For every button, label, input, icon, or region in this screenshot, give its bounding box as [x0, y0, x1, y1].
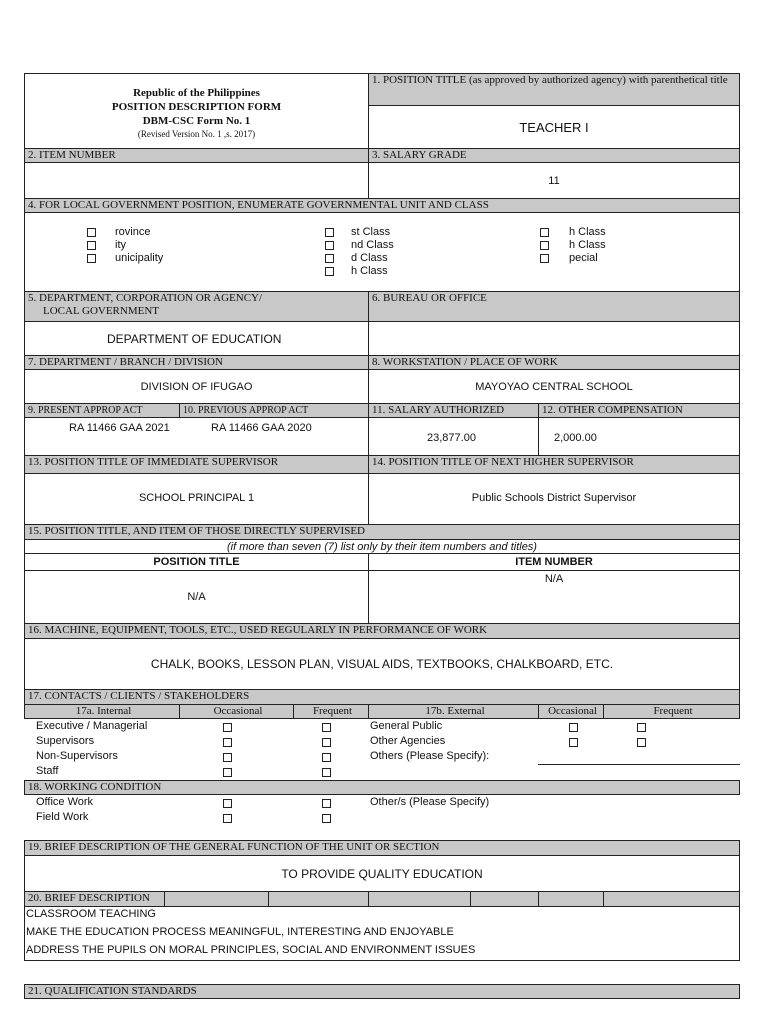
- department-field[interactable]: [24, 321, 369, 356]
- workstation-field[interactable]: [368, 369, 740, 404]
- working-condition-label: 18. WORKING CONDITION: [24, 780, 740, 795]
- brief-description-label: 20. BRIEF DESCRIPTION: [24, 891, 165, 907]
- city-checkbox[interactable]: [87, 241, 96, 250]
- form-name: POSITION DESCRIPTION FORM: [111, 101, 282, 113]
- internal-item: Staff: [36, 765, 59, 777]
- republic-text: Republic of the Philippines: [133, 87, 260, 99]
- next-supervisor-label: 14. POSITION TITLE OF NEXT HIGHER SUPERVISOR: [368, 455, 740, 474]
- supervised-note: (if more than seven (7) list only by their item numbers and titles): [227, 541, 537, 553]
- present-approp-value: RA 11466 GAA 2021: [69, 422, 170, 434]
- external-occasional-checkbox[interactable]: [569, 723, 578, 732]
- office-work-frequent-checkbox[interactable]: [322, 799, 331, 808]
- municipality-checkbox[interactable]: [87, 254, 96, 263]
- third-class-checkbox[interactable]: [325, 254, 334, 263]
- fifth-class-label: h Class: [569, 226, 606, 238]
- item-number-label: 2. ITEM NUMBER: [24, 148, 369, 163]
- brief-description-line: CLASSROOM TEACHING: [26, 908, 156, 920]
- lgu-label: 4. FOR LOCAL GOVERNMENT POSITION, ENUMERATE GOVERNMENTAL UNIT AND CLASS: [24, 198, 740, 213]
- supervised-title-cell[interactable]: [24, 570, 369, 624]
- first-class-checkbox[interactable]: [325, 228, 334, 237]
- next-supervisor-value: Public Schools District Supervisor: [471, 492, 637, 504]
- qualification-label: 21. QUALIFICATION STANDARDS: [24, 984, 740, 999]
- internal-item: Executive / Managerial: [36, 720, 148, 732]
- salary-grade-field[interactable]: [368, 162, 740, 199]
- field-work-occasional-checkbox[interactable]: [223, 814, 232, 823]
- province-label: rovince: [115, 226, 151, 238]
- brief-description-line: MAKE THE EDUCATION PROCESS MEANINGFUL, INTERESTING AND ENJOYABLE: [26, 926, 454, 938]
- municipality-label: unicipality: [115, 252, 164, 264]
- external-frequent-checkbox[interactable]: [637, 723, 646, 732]
- function-label: 19. BRIEF DESCRIPTION OF THE GENERAL FUNCTION OF THE UNIT OR SECTION: [24, 840, 740, 856]
- immediate-supervisor-value: SCHOOL PRINCIPAL 1: [138, 492, 255, 504]
- equipment-value: CHALK, BOOKS, LESSON PLAN, VISUAL AIDS, TEXTBOOKS, CHALKBOARD, ETC.: [150, 657, 614, 671]
- col-item-number: [368, 553, 740, 571]
- col-item-number-label: ITEM NUMBER: [515, 556, 593, 568]
- supervised-note-row: [24, 539, 740, 554]
- salary-grade-label: 3. SALARY GRADE: [368, 148, 740, 163]
- third-class-label: d Class: [351, 252, 388, 264]
- internal-frequent-checkbox[interactable]: [322, 738, 331, 747]
- working-condition-other: Other/s (Please Specify): [370, 796, 490, 808]
- external-occasional-label: Occasional: [538, 704, 604, 719]
- workstation-value: MAYOYAO CENTRAL SCHOOL: [475, 381, 633, 393]
- fourth-class-checkbox[interactable]: [325, 267, 334, 276]
- brief-description-header-cell: [603, 891, 740, 907]
- working-condition-item: Field Work: [36, 811, 89, 823]
- brief-description-line: ADDRESS THE PUPILS ON MORAL PRINCIPLES, SOCIAL AND ENVIRONMENT ISSUES: [26, 944, 476, 956]
- others-specify-line[interactable]: [538, 764, 740, 765]
- branch-field[interactable]: [24, 369, 369, 404]
- brief-description-field[interactable]: [24, 906, 740, 961]
- internal-frequent-checkbox[interactable]: [322, 768, 331, 777]
- special-label: pecial: [569, 252, 598, 264]
- immediate-supervisor-label: 13. POSITION TITLE OF IMMEDIATE SUPERVISOR: [24, 455, 369, 474]
- internal-occasional-label: Occasional: [179, 704, 294, 719]
- salary-authorized-field[interactable]: [368, 417, 539, 456]
- second-class-label: nd Class: [351, 239, 394, 251]
- second-class-checkbox[interactable]: [325, 241, 334, 250]
- province-checkbox[interactable]: [87, 228, 96, 237]
- previous-approp-value: RA 11466 GAA 2020: [211, 422, 312, 434]
- fourth-class-label: h Class: [351, 265, 388, 277]
- present-approp-label: 9. PRESENT APPROP ACT: [24, 403, 180, 418]
- sixth-class-label: h Class: [569, 239, 606, 251]
- salary-authorized-value: 23,877.00: [427, 432, 476, 444]
- brief-description-header-cell: [470, 891, 539, 907]
- department-label: [24, 291, 369, 322]
- internal-occasional-checkbox[interactable]: [223, 723, 232, 732]
- external-item: Others (Please Specify):: [370, 750, 490, 762]
- salary-grade-value: 11: [548, 175, 560, 187]
- fifth-class-checkbox[interactable]: [540, 228, 549, 237]
- position-title-label: 1. POSITION TITLE (as approved by authorized agency) with parenthetical title: [368, 73, 740, 106]
- immediate-supervisor-field[interactable]: [24, 473, 369, 525]
- working-condition-item: Office Work: [36, 796, 94, 808]
- brief-description-header-cell: [368, 891, 471, 907]
- other-comp-label: 12. OTHER COMPENSATION: [538, 403, 740, 418]
- approp-field: [24, 417, 369, 456]
- office-work-occasional-checkbox[interactable]: [223, 799, 232, 808]
- supervised-item-cell[interactable]: [368, 570, 740, 624]
- external-frequent-checkbox[interactable]: [637, 738, 646, 747]
- item-number-field[interactable]: [24, 162, 369, 199]
- first-class-label: st Class: [351, 226, 391, 238]
- internal-occasional-checkbox[interactable]: [223, 738, 232, 747]
- supervised-item-value: N/A: [544, 573, 564, 585]
- internal-occasional-checkbox[interactable]: [223, 768, 232, 777]
- external-occasional-checkbox[interactable]: [569, 738, 578, 747]
- special-checkbox[interactable]: [540, 254, 549, 263]
- internal-item: Non-Supervisors: [36, 750, 118, 762]
- col-position-title: [24, 553, 369, 571]
- bureau-field[interactable]: [368, 321, 740, 356]
- internal-frequent-checkbox[interactable]: [322, 723, 331, 732]
- internal-occasional-checkbox[interactable]: [223, 753, 232, 762]
- internal-frequent-label: Frequent: [293, 704, 369, 719]
- other-comp-field[interactable]: [538, 417, 740, 456]
- internal-col-label: 17a. Internal: [24, 704, 180, 719]
- position-title-field[interactable]: [368, 105, 740, 149]
- equipment-field[interactable]: [24, 638, 740, 690]
- external-item: General Public: [370, 720, 443, 732]
- external-frequent-label: Frequent: [603, 704, 740, 719]
- external-col-label: 17b. External: [368, 704, 539, 719]
- other-comp-value: 2,000.00: [554, 432, 597, 444]
- workstation-label: 8. WORKSTATION / PLACE OF WORK: [368, 355, 740, 370]
- internal-frequent-checkbox[interactable]: [322, 753, 331, 762]
- contacts-label: 17. CONTACTS / CLIENTS / STAKEHOLDERS: [24, 689, 740, 705]
- department-label-line2: LOCAL GOVERNMENT: [43, 305, 159, 317]
- function-field[interactable]: [24, 855, 740, 892]
- branch-label: 7. DEPARTMENT / BRANCH / DIVISION: [24, 355, 369, 370]
- city-label: ity: [115, 239, 126, 251]
- next-supervisor-field[interactable]: [368, 473, 740, 525]
- form-revision: (Revised Version No. 1 ,s. 2017): [137, 129, 256, 139]
- equipment-label: 16. MACHINE, EQUIPMENT, TOOLS, ETC., USED REGULARLY IN PERFORMANCE OF WORK: [24, 623, 740, 639]
- previous-approp-label: 10. PREVIOUS APPROP ACT: [179, 403, 369, 418]
- department-label-line1: 5. DEPARTMENT, CORPORATION OR AGENCY/: [28, 292, 263, 304]
- col-position-title-label: POSITION TITLE: [153, 556, 240, 568]
- department-value: DEPARTMENT OF EDUCATION: [107, 332, 282, 346]
- supervised-title-value: N/A: [187, 591, 206, 603]
- branch-value: DIVISION OF IFUGAO: [140, 381, 253, 393]
- lgu-section: [24, 212, 740, 292]
- brief-description-header-cell: [268, 891, 369, 907]
- function-value: TO PROVIDE QUALITY EDUCATION: [281, 867, 483, 881]
- sixth-class-checkbox[interactable]: [540, 241, 549, 250]
- form-header: [24, 73, 369, 149]
- bureau-label: 6. BUREAU OR OFFICE: [368, 291, 740, 322]
- supervised-label: 15. POSITION TITLE, AND ITEM OF THOSE DIRECTLY SUPERVISED: [24, 524, 740, 540]
- internal-item: Supervisors: [36, 735, 95, 747]
- salary-authorized-label: 11. SALARY AUTHORIZED: [368, 403, 539, 418]
- field-work-frequent-checkbox[interactable]: [322, 814, 331, 823]
- external-item: Other Agencies: [370, 735, 446, 747]
- position-title-value: TEACHER I: [519, 120, 589, 135]
- brief-description-header-cell: [538, 891, 604, 907]
- brief-description-header-cell: [164, 891, 269, 907]
- form-number: DBM-CSC Form No. 1: [142, 115, 251, 127]
